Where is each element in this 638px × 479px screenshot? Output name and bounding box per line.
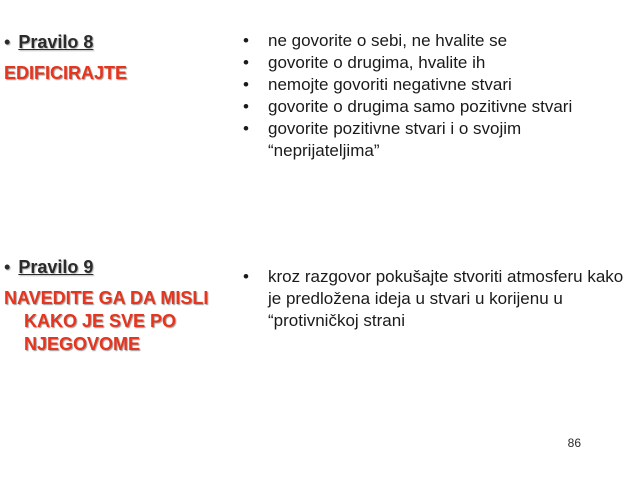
rule-9-title: Pravilo 9 — [18, 257, 94, 277]
list-item: • govorite o drugima, hvalite ih — [240, 52, 600, 74]
rule-8-title: Pravilo 8 — [18, 32, 94, 52]
rule-8-subtitle: EDIFICIRAJTE — [4, 63, 128, 83]
rule-9-subtitle: NAVEDITE GA DA MISLI KAKO JE SVE PO NJEGOVOME — [4, 288, 209, 354]
rule-9-heading — [4, 257, 93, 278]
list-item: • kroz razgovor pokušajte stvoriti atmosferu kako je predložena ideja u stvari u korijenu u “protivničkoj strani — [240, 266, 635, 332]
list-item: • govorite o drugima samo pozitivne stvari — [240, 96, 600, 118]
rule-9-bullets — [240, 266, 635, 332]
page-number: 86 — [567, 436, 581, 450]
rule-8-heading — [4, 32, 93, 53]
bullet-dot: • — [4, 32, 11, 52]
list-item: • ne govorite o sebi, ne hvalite se — [240, 30, 600, 52]
list-item: • govorite pozitivne stvari i o svojim “neprijateljima” — [240, 118, 600, 162]
list-item: • nemojte govoriti negativne stvari — [240, 74, 600, 96]
rule-8-bullets — [240, 30, 600, 162]
bullet-dot: • — [4, 257, 11, 277]
